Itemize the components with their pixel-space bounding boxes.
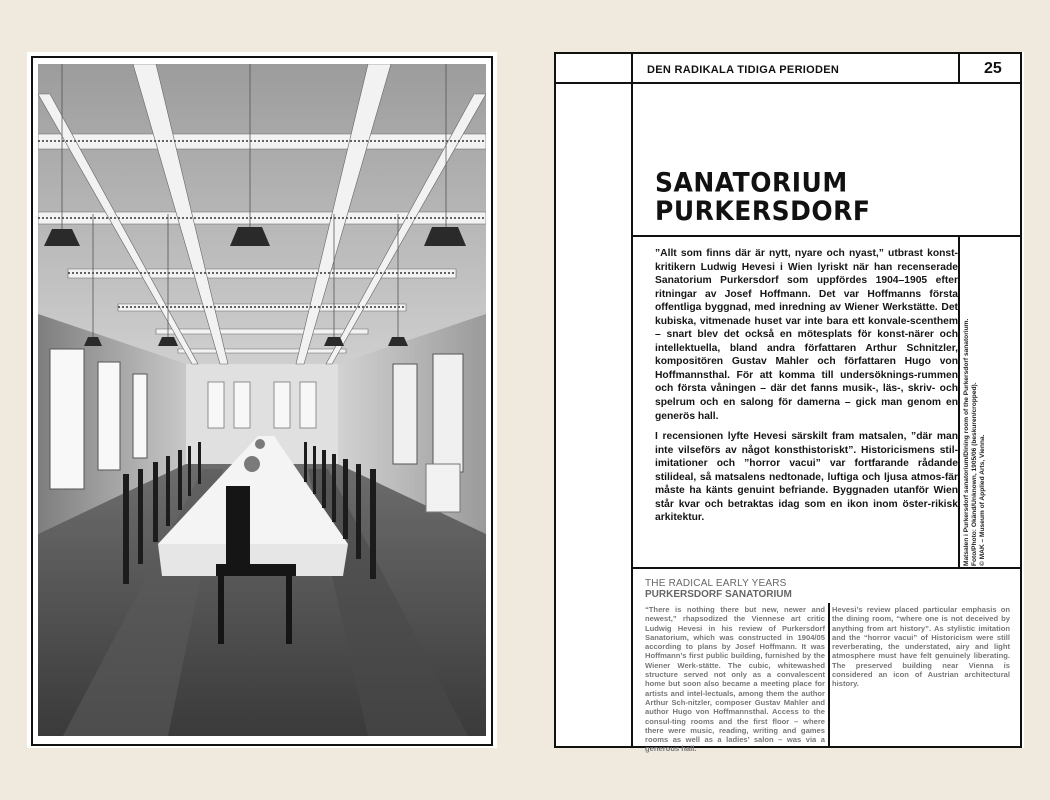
english-column-1 — [645, 605, 825, 754]
english-paragraph-2: Hevesi’s review placed particular emphasis on the dining room, “where one is not deceived by anything from art history”. As stylistic imitation and the “horror vacui” of Historicism were still reverberating, the understated, airy and light atmosphere must have felt genuinely liberating. The preserved building near Vienna is considered an icon of Austrian architectural history. — [832, 605, 1010, 689]
swedish-paragraph-1: ”Allt som finns där är nytt, nyare och nyast,” utbrast konst-kritikern Ludwig Hevesi i Wien lyriskt när han recenserade Sanatorium Purkersdorf som uppfördes 1904–1905 efter ritningar av Josef Hoffmann. Det var Hoffmanns första offentliga byggnad, med inredning av Wiener Werkstätte. Det kubiska, vitmenade huset var inte bara ett konvale-scenthem – snart blev det också en mötesplats för konst-närer och intellektuella, bland andra författaren Arthur Schnitzler, kompositören Gustav Mahler och författaren Hugo von Hoffmannsthal. För att komma till undersöknings-rummen och första våningen – där det fanns musik-, läs-, skriv- och spelrum och en salong för damerna – gick man genom en generös hall. — [655, 248, 958, 422]
title-line-2: PURKERSDORF — [655, 195, 871, 227]
caption-line-2: Foto/Photo: Okänd/Unknown, 1905/06 (beskuren/cropped). — [971, 382, 979, 566]
caption-line-1: Matsalen i Purkersdorf sanatorium/Dining room of the Purkersdorf sanatorium. — [963, 318, 970, 566]
swedish-body — [655, 247, 958, 532]
dining-room-photo — [38, 64, 486, 736]
english-section-heading: THE RADICAL EARLY YEARS — [645, 578, 787, 589]
header-rule — [554, 82, 1022, 84]
swedish-paragraph-2: I recensionen lyfte Hevesi särskilt fram matsalen, ”där man inte vilseförs av något konsthistoriskt”. Historicismens stil-imitationer och ”horror vacui” var fortfarande rådande stilideal, så matsalens nedtonade, luftiga och ljusa atmos-fär måste ha känts genuint befriande. Byggnaden utanför Wien står kvar och betraktas idag som en ikon inom öster-rikisk arkitektur. — [655, 431, 958, 524]
english-column-2 — [832, 605, 1010, 689]
caption-divider — [958, 235, 960, 569]
english-article-title: PURKERSDORF SANATORIUM — [645, 589, 792, 600]
photo-caption — [963, 248, 988, 566]
page-number-divider — [958, 52, 960, 84]
title-rule — [631, 235, 1022, 237]
page-title — [655, 169, 870, 226]
running-head: DEN RADIKALA TIDIGA PERIODEN — [647, 64, 840, 76]
title-line-1: SANATORIUM — [655, 167, 848, 199]
english-section-rule — [631, 567, 1022, 569]
photo-caption-area — [963, 248, 993, 566]
english-column-divider — [828, 603, 830, 748]
caption-line-3: © MAK – Museum of Applied Arts, Vienna. — [979, 434, 987, 566]
margin-rule — [631, 52, 633, 748]
english-paragraph-1: “There is nothing there but new, newer and newest,” rhapsodized the Viennese art critic Ludwig Hevesi in his review of Purkersdorf Sanatorium, which was constructed in 1904/05 according to plans by Josef Hoffmann. It was Hoffmann’s first public building, furnished by the Wiener Werk-stätte. The cubic, whitewashed structure served not only as a convalescent home but soon also became a meeting place for artists and intel-lectuals, among them the author Arthur Sch-nitzler, composer Gustav Mahler and author Hugo von Hoffmannsthal. Access to the consul-ting rooms and the first floor – where there were music, reading, writing and games rooms as well as a ladies’ salon – was via a generous hall. — [645, 605, 825, 754]
page-number: 25 — [984, 60, 1002, 77]
